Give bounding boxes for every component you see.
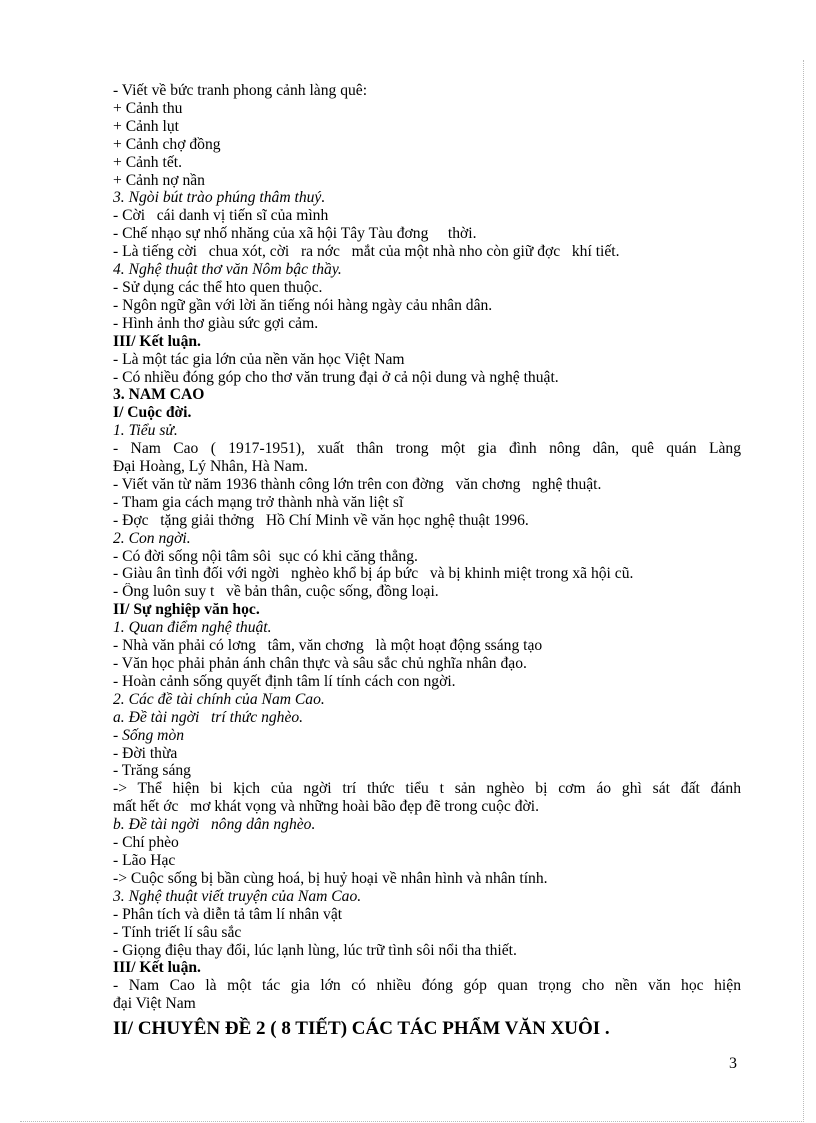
text-line: - Nam Cao là một tác gia lớn có nhiều đóng góp quan trọng cho nền văn học hiện (113, 977, 741, 995)
text-line: + Cảnh chợ đồng (113, 135, 221, 153)
text-line: - Trăng sáng (113, 762, 191, 780)
text-line: + Cảnh thu (113, 99, 183, 117)
text-line: - Đợc tặng giải thởng Hồ Chí Minh về văn học nghệ thuật 1996. (113, 511, 529, 529)
subsection-heading: 3. Nghệ thuật viết truyện của Nam Cao. (113, 887, 362, 905)
page-number: 3 (729, 1055, 737, 1072)
text-line: - Sử dụng các thể hto quen thuộc. (113, 278, 323, 296)
section-heading: III/ Kết luận. (113, 332, 201, 350)
text-line: - Lão Hạc (113, 851, 176, 869)
text-line: - Nhà văn phải có lơng tâm, văn chơng là một hoạt động ssáng tạo (113, 637, 543, 655)
text-line: + Cảnh nợ nần (113, 171, 205, 189)
text-line: mất hết ớc mơ khát vọng và những hoài bão đẹp đẽ trong cuộc đời. (113, 798, 539, 816)
text-line: - Có nhiều đóng góp cho thơ văn trung đại ở cả nội dung và nghệ thuật. (113, 368, 559, 386)
section-heading: II/ Sự nghiệp văn học. (113, 601, 260, 619)
text-line: Đại Hoàng, Lý Nhân, Hà Nam. (113, 458, 308, 476)
text-line: - Văn học phải phản ánh chân thực và sâu sắc chủ nghĩa nhân đạo. (113, 655, 527, 672)
document-body (113, 82, 741, 1041)
text-line: - Tham gia cách mạng trở thành nhà văn liệt sĩ (113, 493, 404, 511)
text-line: -> Thể hiện bi kịch của ngời trí thức tiểu t sản nghèo bị cơm áo ghì sát đất đánh (113, 780, 741, 798)
text-line: - Là một tác gia lớn của nền văn học Việt Nam (113, 350, 405, 368)
subsection-heading: 1. Tiểu sử. (113, 422, 178, 440)
text-line: - Đời thừa (113, 744, 178, 762)
subsection-heading: 1. Quan điểm nghệ thuật. (113, 619, 272, 637)
text-line: - Hình ảnh thơ giàu sức gợi cảm. (113, 314, 319, 332)
topic-heading: II/ CHUYÊN ĐỀ 2 ( 8 TIẾT) CÁC TÁC PHẨM VĂN XUÔI . (113, 1018, 610, 1040)
page-edge-horizontal (20, 1121, 804, 1122)
subsection-heading: 4. Nghệ thuật thơ văn Nôm bậc thầy. (113, 261, 342, 279)
text-line: - Là tiếng cời chua xót, cời ra nớc mắt của một nhà nho còn giữ đợc khí tiết. (113, 243, 620, 261)
section-heading: I/ Cuộc đời. (113, 404, 192, 422)
subsection-heading: 2. Các đề tài chính của Nam Cao. (113, 690, 325, 708)
section-heading: 3. NAM CAO (113, 386, 205, 404)
text-line: - Ông luôn suy t về bản thân, cuộc sống, đồng loại. (113, 583, 439, 601)
text-line: - Hoàn cảnh sống quyết định tâm lí tính cách con ngời. (113, 672, 456, 690)
section-heading: III/ Kết luận. (113, 959, 201, 977)
text-line: + Cảnh tết. (113, 153, 182, 171)
subsection-heading: 3. Ngòi bút trào phúng thâm thuý. (113, 189, 326, 207)
page-edge-vertical (803, 60, 804, 1122)
subsection-heading: 2. Con ngời. (113, 529, 191, 547)
text-line: - Viết văn từ năm 1936 thành công lớn trên con đờng văn chơng nghệ thuật. (113, 475, 602, 493)
text-line: - Giọng điệu thay đổi, lúc lạnh lùng, lúc trữ tình sôi nổi tha thiết. (113, 941, 517, 959)
subsection-heading: - Sống mòn (113, 726, 185, 744)
text-line: đại Việt Nam (113, 995, 196, 1013)
text-line: -> Cuộc sống bị bần cùng hoá, bị huỷ hoại về nhân hình và nhân tính. (113, 869, 548, 887)
text-line: - Chí phèo (113, 834, 179, 852)
text-line: - Tính triết lí sâu sắc (113, 923, 242, 941)
text-line: - Giàu ân tình đối với ngời nghèo khổ bị áp bức và bị khinh miệt trong xã hội cũ. (113, 565, 634, 583)
subsection-heading: b. Đề tài ngời nông dân nghèo. (113, 816, 316, 834)
text-line: + Cảnh lụt (113, 117, 179, 135)
text-line: - Chế nhạo sự nhố nhăng của xã hội Tây Tàu đơng thời. (113, 225, 477, 243)
text-line: - Cời cái danh vị tiến sĩ của mình (113, 207, 329, 225)
text-line: - Ngôn ngữ gần với lời ăn tiếng nói hàng ngày cảu nhân dân. (113, 296, 493, 314)
text-line: - Phân tích và diễn tả tâm lí nhân vật (113, 905, 343, 923)
subsection-heading: a. Đề tài ngời trí thức nghèo. (113, 708, 304, 726)
text-line: - Có đời sống nội tâm sôi sục có khi căng thẳng. (113, 547, 418, 565)
text-line: - Nam Cao ( 1917-1951), xuất thân trong một gia đình nông dân, quê quán Làng (113, 440, 741, 458)
text-line: - Viết về bức tranh phong cảnh làng quê: (113, 82, 368, 99)
